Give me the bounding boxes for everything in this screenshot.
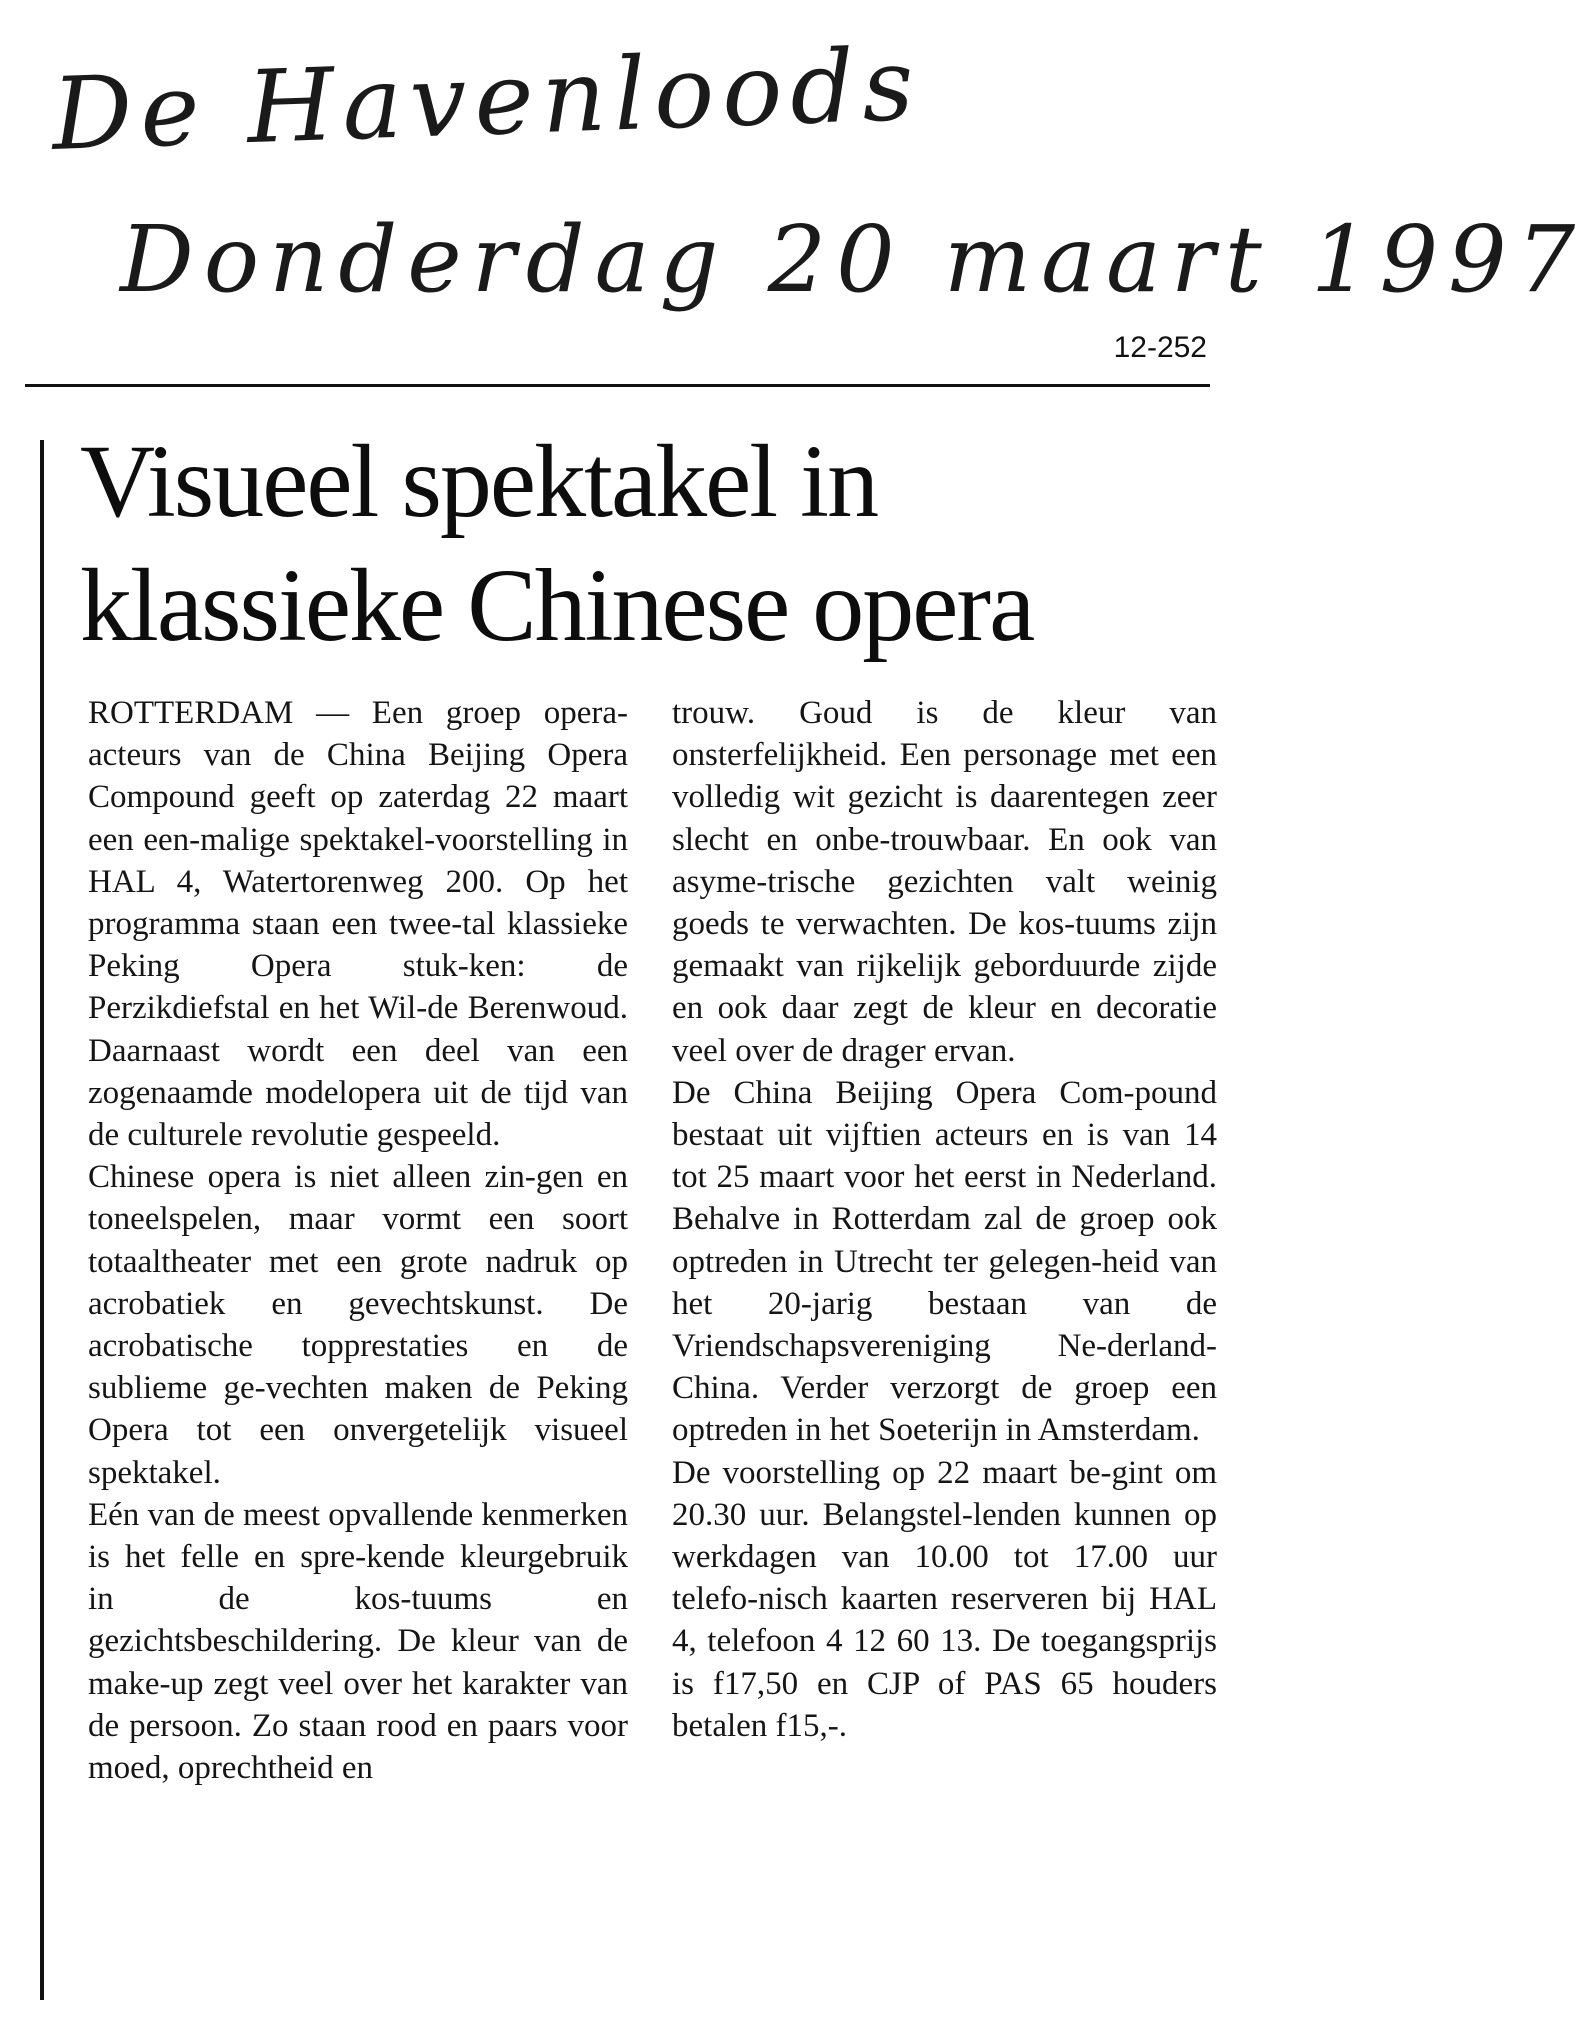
handwritten-publication-name: De Havenloods [50, 25, 924, 173]
clipping-number: 12-252 [1113, 331, 1207, 364]
top-rule-divider [25, 384, 1210, 387]
article-headline [80, 420, 1220, 668]
paragraph: Chinese opera is niet alleen zin-gen en toneelspelen, maar vormt een soort totaaltheater met een grote nadruk op acrobatiek en gevechtskunst. De acrobatische topprestaties en de sublieme ge-vechten maken de Peking Opera tot een onvergetelijk visueel spektakel. [88, 1159, 628, 1491]
paragraph: Eén van de meest opvallende kenmerken is het felle en spre-kende kleurgebruik in de kos-tuums en gezichtsbeschildering. De kleur van de make-up zegt veel over het karakter van de persoon. Zo staan rood en paars voor moed, oprechtheid en [88, 1496, 628, 1787]
paragraph: trouw. Goud is de kleur van onsterfelijkheid. Een personage met een volledig wit gezicht is daarentegen zeer slecht en onbe-trouwbaar. En ook van asyme-trische gezichten valt weinig goeds te verwachten. De kos-tuums zijn gemaakt van rijkelijk geborduurde zijde en ook daar zegt de kleur en decoratie veel over de drager ervan. [672, 695, 1217, 1069]
paragraph: De China Beijing Opera Com-pound bestaat uit vijftien acteurs en is van 14 tot 25 maart voor het eerst in Nederland. Behalve in Rotterdam zal de groep ook optreden in Utrecht ter gelegen-heid van het 20-jarig bestaan van de Vriendschapsvereniging Ne-derland-China. Verder verzorgt de groep een optreden in het Soeterijn in Amsterdam. [672, 1074, 1217, 1449]
headline-line-2: klassieke Chinese opera [80, 548, 1034, 663]
handwritten-date: Donderdag 20 maart 1997 [120, 206, 1585, 313]
left-rule-divider [40, 440, 44, 2000]
paragraph: De voorstelling op 22 maart be-gint om 20.30 uur. Belangstel-lenden kunnen op werkdagen van 10.00 tot 17.00 uur telefo-nisch kaarten reserveren bij HAL 4, telefoon 4 12 60 13. De toegangsprijs is f17,50 en CJP of PAS 65 houders betalen f15,-. [672, 1454, 1217, 1744]
article-left-column [88, 692, 628, 1789]
paragraph: ROTTERDAM — Een groep opera-acteurs van de China Beijing Opera Compound geeft op zaterdag 22 maart een een-malige spektakel-voorstelling in HAL 4, Watertorenweg 200. Op het programma staan een twee-tal klassieke Peking Opera stuk-ken: de Perzikdiefstal en het Wil-de Berenwoud. Daarnaast wordt een deel van een zogenaamde modelopera uit de tijd van de culturele revolutie gespeeld. [88, 695, 628, 1154]
article-right-column [672, 692, 1217, 1747]
headline-line-1: Visueel spektakel in [80, 424, 878, 539]
